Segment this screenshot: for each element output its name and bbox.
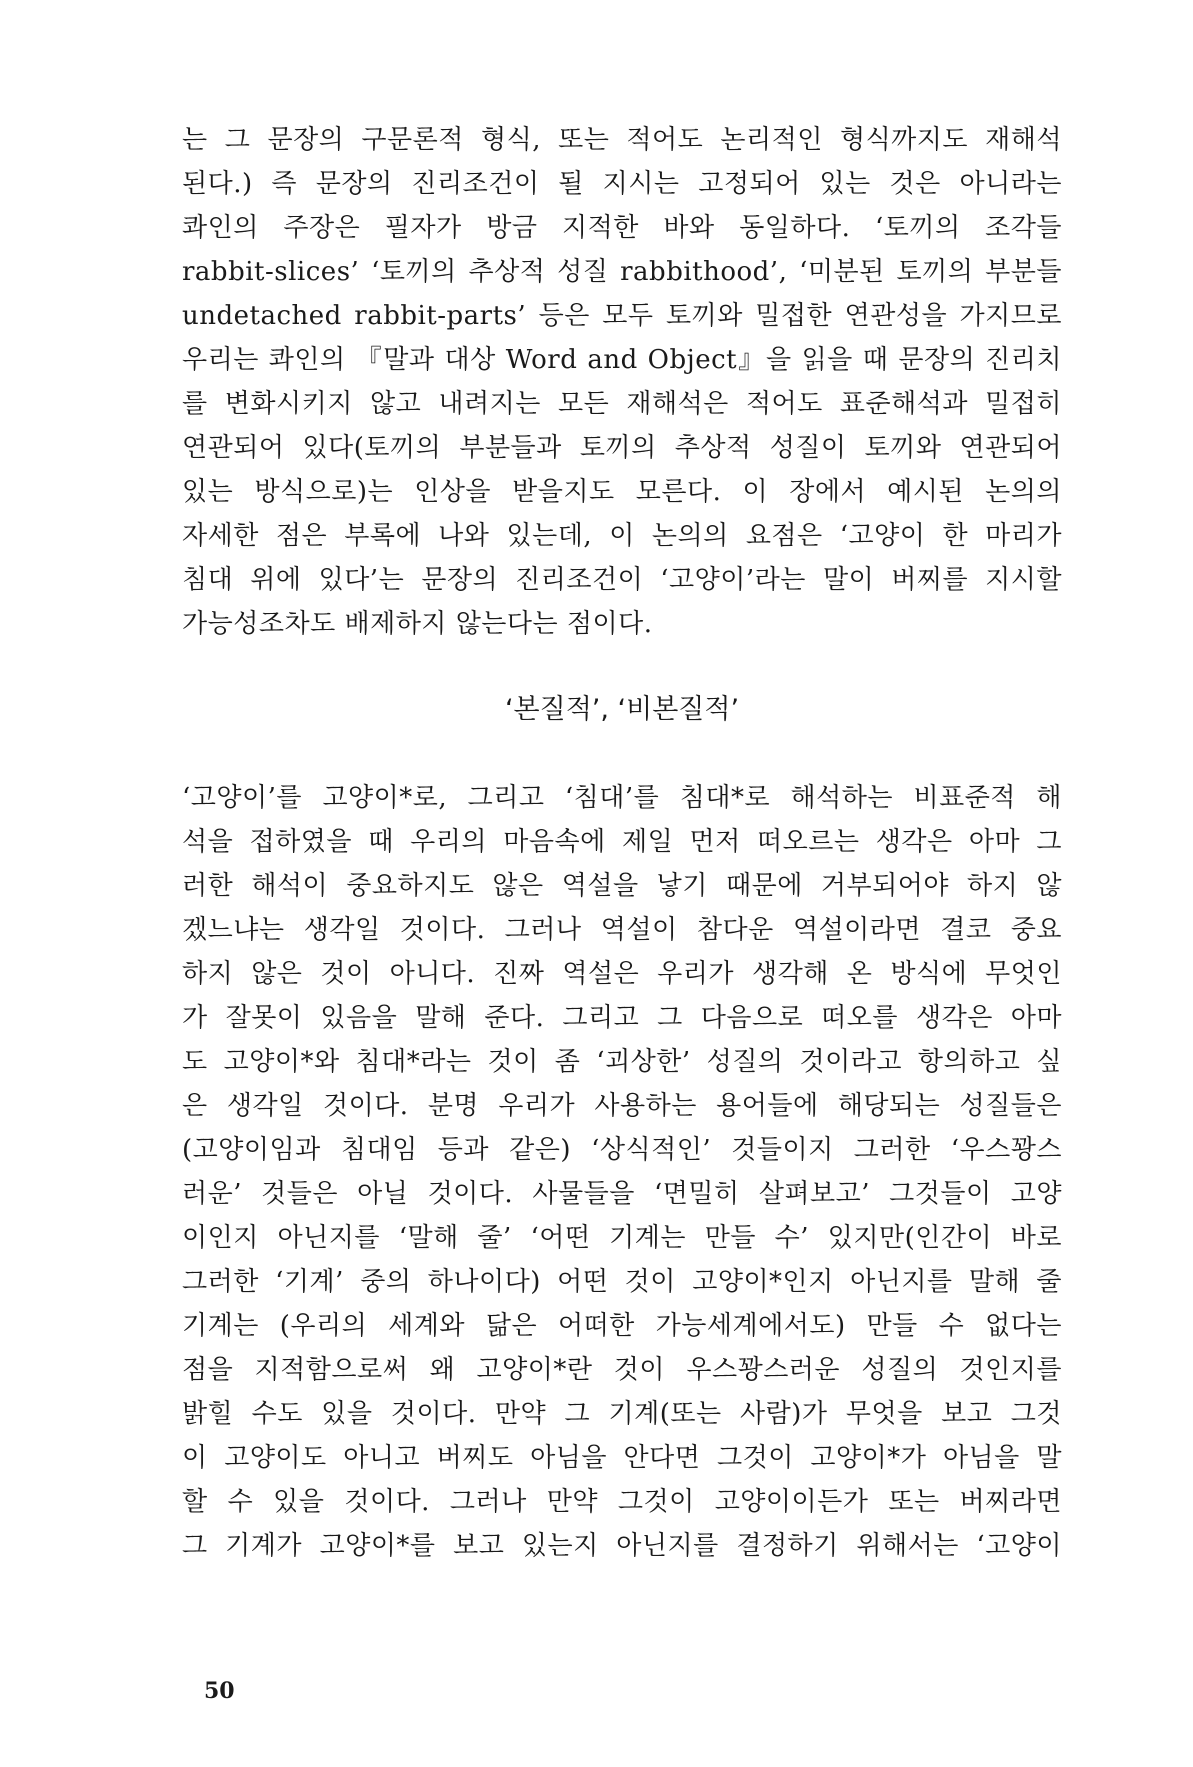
text-line: 러한 해석이 중요하지도 않은 역설을 낳기 때문에 거부되어야 하지 않 [182, 871, 1062, 901]
text-line: 가능성조차도 배제하지 않는다는 점이다. [182, 609, 653, 639]
page-number: 50 [204, 1678, 235, 1704]
text-line: 가 잘못이 있음을 말해 준다. 그리고 그 다음으로 떠오를 생각은 아마 [182, 1003, 1062, 1033]
text-line: 를 변화시키지 않고 내려지는 모든 재해석은 적어도 표준해석과 밀접히 [182, 389, 1062, 419]
text-line: 할 수 있을 것이다. 그러나 만약 그것이 고양이이든가 또는 버찌라면 [182, 1487, 1062, 1517]
text-line: 겠느냐는 생각일 것이다. 그러나 역설이 참다운 역설이라면 결코 중요 [182, 915, 1062, 945]
text-line: 하지 않은 것이 아니다. 진짜 역설은 우리가 생각해 온 방식에 무엇인 [182, 959, 1062, 989]
text-line: 우리는 콰인의 『말과 대상 Word and Object』을 읽을 때 문장의 진리치 [182, 345, 1062, 375]
text-line: undetached rabbit-parts’ 등은 모두 토끼와 밀접한 연관성을 가지므로 [182, 301, 1062, 331]
text-line: 러운’ 것들은 아닐 것이다. 사물들을 ‘면밀히 살펴보고’ 그것들이 고양 [182, 1179, 1062, 1209]
text-line: 석을 접하였을 때 우리의 마음속에 제일 먼저 떠오르는 생각은 아마 그 [182, 827, 1062, 857]
text-line: 연관되어 있다(토끼의 부분들과 토끼의 추상적 성질이 토끼와 연관되어 [182, 433, 1062, 463]
text-line: 자세한 점은 부록에 나와 있는데, 이 논의의 요점은 ‘고양이 한 마리가 [182, 521, 1062, 551]
text-line: 도 고양이*와 침대*라는 것이 좀 ‘괴상한’ 성질의 것이라고 항의하고 싶 [182, 1047, 1062, 1077]
text-line: 그러한 ‘기계’ 중의 하나이다) 어떤 것이 고양이*인지 아닌지를 말해 줄 [182, 1267, 1062, 1297]
text-line: 콰인의 주장은 필자가 방금 지적한 바와 동일하다. ‘토끼의 조각들 [182, 213, 1062, 243]
body-paragraph-2 [182, 776, 1062, 1568]
text-line: 는 그 문장의 구문론적 형식, 또는 적어도 논리적인 형식까지도 재해석 [182, 125, 1062, 155]
text-line: 침대 위에 있다’는 문장의 진리조건이 ‘고양이’라는 말이 버찌를 지시할 [182, 565, 1062, 595]
text-line: 그 기계가 고양이*를 보고 있는지 아닌지를 결정하기 위해서는 ‘고양이 [182, 1531, 1062, 1561]
text-line: 은 생각일 것이다. 분명 우리가 사용하는 용어들에 해당되는 성질들은 [182, 1091, 1062, 1121]
text-line: 이 고양이도 아니고 버찌도 아님을 안다면 그것이 고양이*가 아님을 말 [182, 1443, 1062, 1473]
text-line: 있는 방식으로)는 인상을 받을지도 모른다. 이 장에서 예시된 논의의 [182, 477, 1062, 507]
text-line: ‘고양이’를 고양이*로, 그리고 ‘침대’를 침대*로 해석하는 비표준적 해 [182, 783, 1062, 813]
text-line: 밝힐 수도 있을 것이다. 만약 그 기계(또는 사람)가 무엇을 보고 그것 [182, 1399, 1062, 1429]
text-line: 된다.) 즉 문장의 진리조건이 될 지시는 고정되어 있는 것은 아니라는 [182, 169, 1062, 199]
text-line: 점을 지적함으로써 왜 고양이*란 것이 우스꽝스러운 성질의 것인지를 [182, 1355, 1062, 1385]
text-line: (고양이임과 침대임 등과 같은) ‘상식적인’ 것들이지 그러한 ‘우스꽝스 [182, 1135, 1062, 1165]
text-line: 기계는 (우리의 세계와 닮은 어떠한 가능세계에서도) 만들 수 없다는 [182, 1311, 1062, 1341]
body-paragraph-1 [182, 118, 1062, 646]
text-line: 이인지 아닌지를 ‘말해 줄’ ‘어떤 기계는 만들 수’ 있지만(인간이 바로 [182, 1223, 1062, 1253]
section-heading: ‘본질적’, ‘비본질적’ [504, 694, 740, 725]
text-line: rabbit-slices’ ‘토끼의 추상적 성질 rabbithood’, ‘미분된 토끼의 부분들 [182, 257, 1062, 287]
